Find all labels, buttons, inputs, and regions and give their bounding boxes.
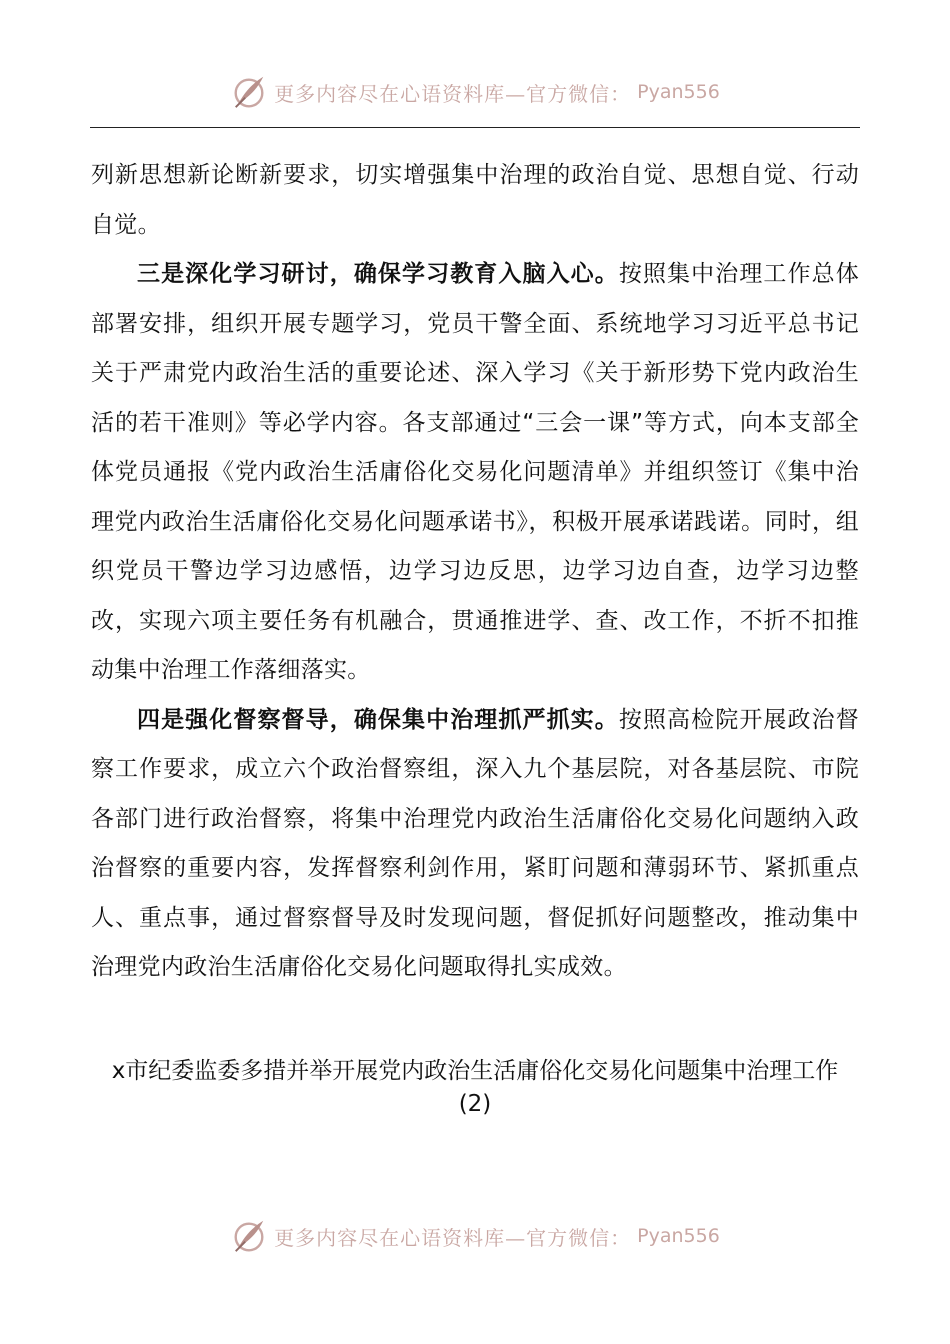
watermark-wechat-id: Pyan556 xyxy=(637,1225,720,1247)
header-divider xyxy=(90,127,860,128)
watermark-text: 更多内容尽在心语资料库—官方微信： xyxy=(274,81,632,106)
watermark-text: 更多内容尽在心语资料库—官方微信： xyxy=(274,1225,632,1250)
feather-quill-logo-icon xyxy=(230,73,268,111)
footer-watermark xyxy=(0,1217,950,1255)
body-paragraph-3 xyxy=(91,696,859,993)
document-body xyxy=(91,151,859,993)
header-watermark xyxy=(0,73,950,111)
paragraph-3-text: 按照高检院开展政治督察工作要求，成立六个政治督察组，深入九个基层院，对各基层院、市院各部门进行政治督察，将集中治理党内政治生活庸俗化交易化问题纳入政治督察的重要内容，发挥督察利剑作用，紧盯问题和薄弱环节、紧抓重点人、重点事，通过督察督导及时发现问题，督促抓好问题整改，推动集中治理党内政治生活庸俗化交易化问题取得扎实成效。 xyxy=(91,706,860,980)
next-title-line-1: x市纪委监委多措并举开展党内政治生活庸俗化交易化问题集中治理工作 xyxy=(111,1058,839,1084)
paragraph-2-text: 按照集中治理工作总体部署安排，组织开展专题学习，党员干警全面、系统地学习习近平总书记关于严肃党内政治生活的重要论述、深入学习《关于新形势下党内政治生活的若干准则》等必学内容。各支部通过“三会一课”等方式，向本支部全体党员通报《党内政治生活庸俗化交易化问题清单》并组织签订《集中治理党内政治生活庸俗化交易化问题承诺书》，积极开展承诺践诺。同时，组织党员干警边学习边感悟，边学习边反思，边学习边自查，边学习边整改，实现六项主要任务有机融合，贯通推进学、查、改工作，不折不扣推动集中治理工作落细落实。 xyxy=(91,261,860,683)
body-paragraph-1: 列新思想新论断新要求，切实增强集中治理的政治自觉、思想自觉、行动自觉。 xyxy=(91,162,859,238)
body-paragraph-2 xyxy=(91,250,859,696)
feather-quill-logo-icon xyxy=(230,1217,268,1255)
next-title-line-2: (2) xyxy=(458,1091,492,1117)
paragraph-2-lead: 三是深化学习研讨，确保学习教育入脑入心。 xyxy=(137,261,619,287)
next-document-title xyxy=(80,1055,870,1121)
paragraph-3-lead: 四是强化督察督导，确保集中治理抓严抓实。 xyxy=(137,706,619,733)
watermark-wechat-id: Pyan556 xyxy=(637,81,720,103)
